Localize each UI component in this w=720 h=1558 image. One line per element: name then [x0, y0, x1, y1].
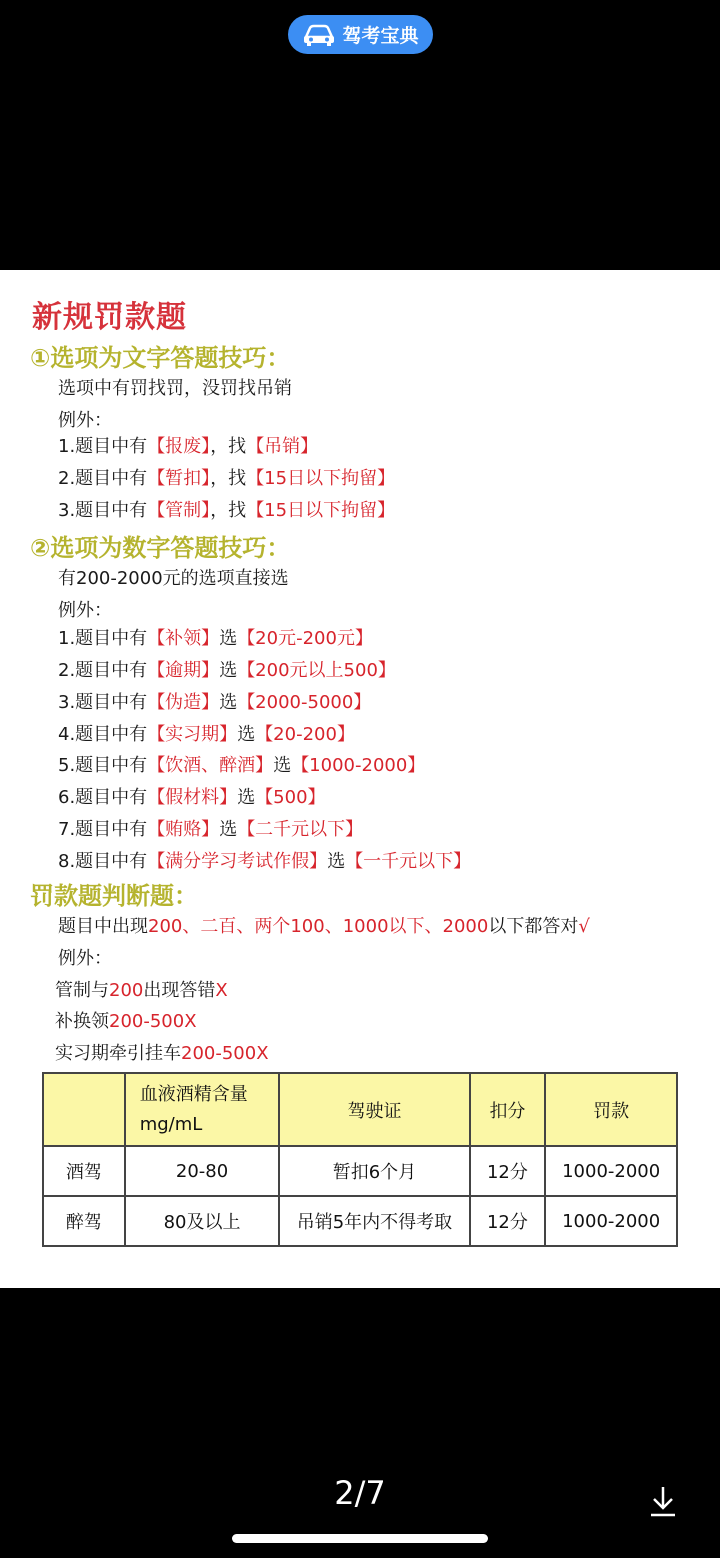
- section-number-exception: 例外：: [58, 600, 112, 621]
- section-judgement-heading: 罚款题判断题：: [30, 882, 198, 910]
- table-cell: 暂扣6个月: [279, 1146, 469, 1196]
- list-item: 4.题目中有【实习期】选【20-200】: [58, 724, 355, 745]
- image-content[interactable]: [0, 270, 720, 1288]
- table-header-cell: 扣分: [470, 1073, 546, 1146]
- page-indicator: 2/7: [334, 1474, 386, 1512]
- list-item: 7.题目中有【贿赂】选【二千元以下】: [58, 819, 364, 840]
- list-item: 8.题目中有【满分学习考试作假】选【一千元以下】: [58, 851, 472, 872]
- list-item: 补换领200-500X: [55, 1011, 197, 1032]
- download-button[interactable]: [648, 1484, 678, 1522]
- list-item: 2.题目中有【暂扣】，找【15日以下拘留】: [58, 468, 396, 489]
- list-item: 1.题目中有【补领】选【20元-200元】: [58, 628, 373, 649]
- table-cell: 12分: [470, 1146, 546, 1196]
- home-indicator[interactable]: [232, 1534, 488, 1543]
- table-cell: 12分: [470, 1196, 546, 1246]
- section-judgement-rule: 题目中出现200、二百、两个100、1000以下、2000以下都答对√: [58, 916, 590, 937]
- car-icon: [302, 23, 336, 47]
- list-item: 管制与200出现答错X: [55, 980, 228, 1001]
- app-badge[interactable]: [288, 15, 433, 54]
- list-item: 3.题目中有【管制】，找【15日以下拘留】: [58, 500, 396, 521]
- table-cell: 吊销5年内不得考取: [279, 1196, 469, 1246]
- app-name: 驾考宝典: [342, 25, 419, 47]
- section-number-heading: ②选项为数字答题技巧：: [30, 534, 291, 562]
- page-title: 新规罚款题: [32, 300, 187, 335]
- table-cell: 酒驾: [43, 1146, 125, 1196]
- list-item: 3.题目中有【伪造】选【2000-5000】: [58, 692, 372, 713]
- section-number-rule: 有200-2000元的选项直接选: [58, 568, 289, 589]
- table-cell: 80及以上: [125, 1196, 280, 1246]
- table-header-cell: [43, 1073, 125, 1146]
- table-header-cell: 血液酒精含量 mg/mL: [125, 1073, 280, 1146]
- list-item: 5.题目中有【饮酒、醉酒】选【1000-2000】: [58, 755, 426, 776]
- list-item: 2.题目中有【逾期】选【200元以上500】: [58, 660, 396, 681]
- list-item: 实习期牵引挂车200-500X: [55, 1043, 269, 1064]
- download-icon: [648, 1484, 678, 1518]
- penalty-table: [42, 1072, 678, 1247]
- list-item: 1.题目中有【报废】，找【吊销】: [58, 436, 319, 457]
- section-text-exception: 例外：: [58, 410, 112, 431]
- table-header-row: [43, 1073, 677, 1146]
- table-header-cell: 罚款: [545, 1073, 677, 1146]
- table-row: [43, 1146, 677, 1196]
- section-judgement-exception: 例外：: [58, 948, 112, 969]
- table-cell: 醉驾: [43, 1196, 125, 1246]
- table-row: [43, 1196, 677, 1246]
- table-cell: 20-80: [125, 1146, 280, 1196]
- section-text-heading: ①选项为文字答题技巧：: [30, 344, 291, 372]
- section-text-rule: 选项中有罚找罚，没罚找吊销: [58, 378, 292, 399]
- table-header-cell: 驾驶证: [279, 1073, 469, 1146]
- table-cell: 1000-2000: [545, 1196, 677, 1246]
- table-cell: 1000-2000: [545, 1146, 677, 1196]
- list-item: 6.题目中有【假材料】选【500】: [58, 787, 326, 808]
